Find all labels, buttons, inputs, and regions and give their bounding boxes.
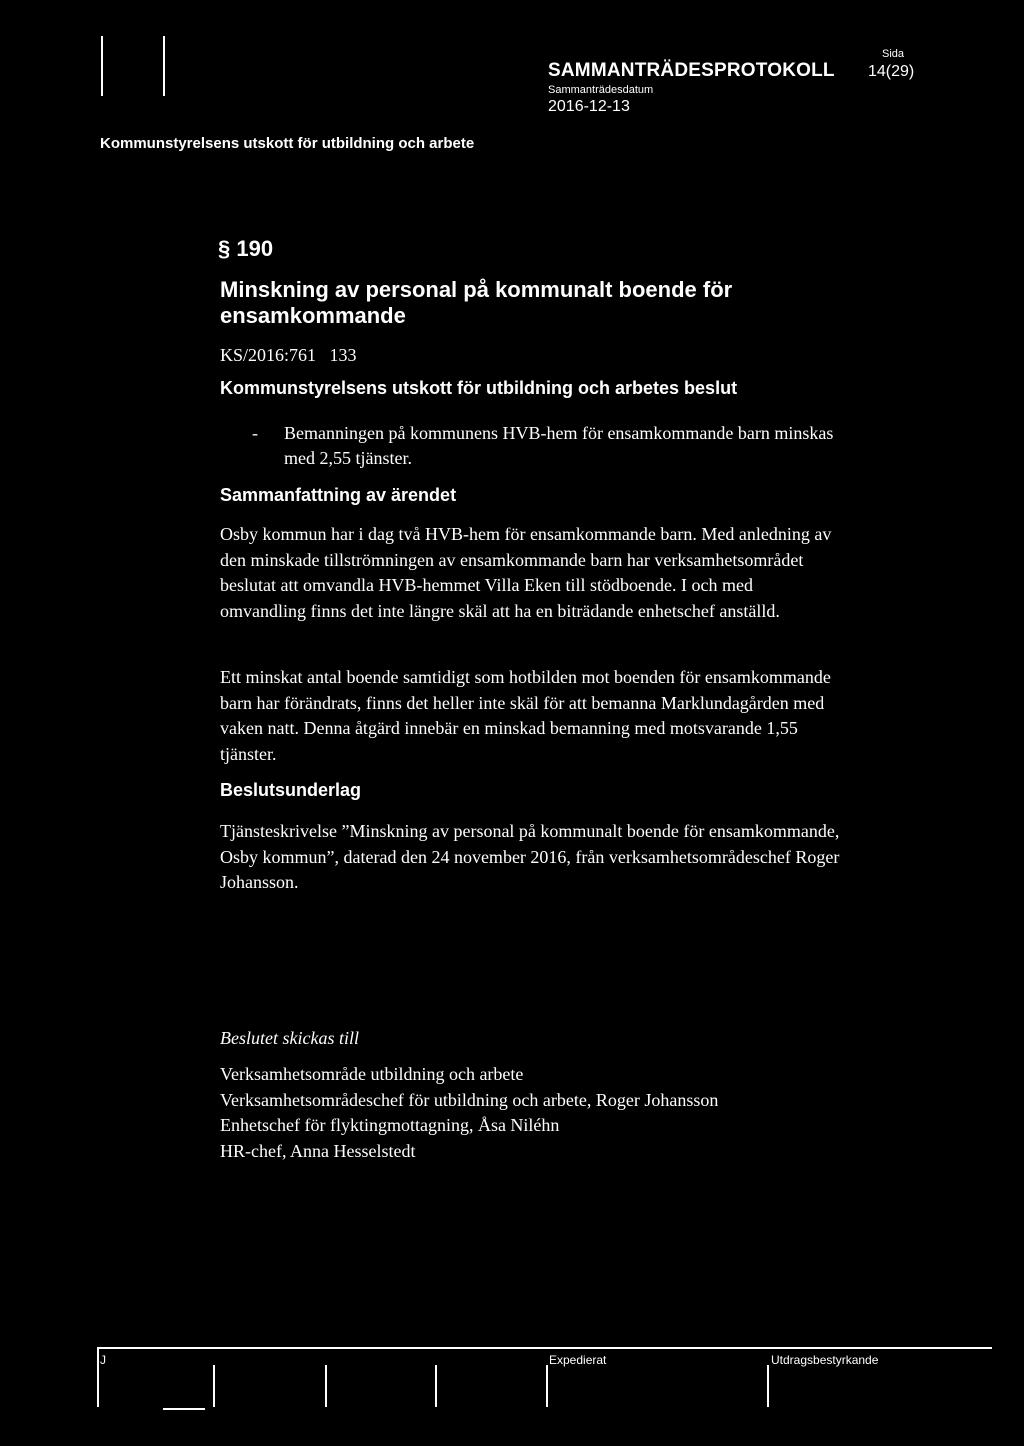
footer-divider-1 [213, 1365, 215, 1407]
item-title: Minskning av personal på kommunalt boende för ensamkommande [220, 277, 733, 328]
footer-divider-5 [767, 1365, 769, 1407]
page-label: Sida [882, 48, 905, 60]
footer-divider-3 [435, 1365, 437, 1407]
basis-text: Tjänsteskrivelse ”Minskning av personal på kommunalt boende för ensamkommande, Osby kommun”, daterad den 24 november 2016, från verksamhetsområdeschef Roger Johansson. [220, 821, 840, 892]
decision-heading: Kommunstyrelsens utskott för utbildning och arbetes beslut [220, 378, 738, 398]
decision-item [252, 421, 852, 471]
decision-list [252, 421, 852, 471]
recipient-item: Enhetschef för flyktingmottagning, Åsa Niléhn [220, 1115, 560, 1135]
page-number: 14(29) [868, 63, 915, 80]
footer-signature-line [163, 1408, 205, 1410]
summary-paragraph-1: Osby kommun har i dag två HVB-hem för ensamkommande barn. Med anledning av den minskade tillströmningen av ensamkommande barn har verksamhetsområdet beslutat att omvandla HVB-hemmet Villa Eken till stödboende. I och med omvandling finns det inte längre skäl att ha en biträdande enhetschef anställd. [220, 524, 832, 621]
header-mark-left [101, 36, 103, 96]
case-reference: KS/2016:761 133 [220, 345, 357, 365]
footer-initials-label: J [100, 1353, 106, 1367]
footer-divider-2 [325, 1365, 327, 1407]
recipient-item: HR-chef, Anna Hesselstedt [220, 1140, 416, 1161]
summary-paragraph-2: Ett minskat antal boende samtidigt som hotbilden mot boenden för ensamkommande barn har förändrats, finns det heller inte skäl för att bemanna Marklundagården med vaken natt. Denna åtgärd innebär en minskad bemanning med motsvarande 1,55 tjänster. [220, 667, 831, 764]
paragraph-number: § 190 [218, 236, 274, 261]
document-type: SAMMANTRÄDESPROTOKOLL [548, 60, 835, 81]
header-mark-middle [163, 36, 165, 96]
meeting-date: 2016-12-13 [548, 98, 630, 115]
utdragsbestyrkande-label: Utdragsbestyrkande [771, 1353, 879, 1367]
basis-heading: Beslutsunderlag [220, 780, 362, 800]
meeting-date-label: Sammanträdesdatum [548, 84, 654, 96]
committee-name: Kommunstyrelsens utskott för utbildning och arbete [100, 135, 475, 152]
decision-item-text: Bemanningen på kommunens HVB-hem för ensamkommande barn minskas med 2,55 tjänster. [284, 423, 834, 468]
footer-divider-0 [97, 1347, 99, 1407]
footer-divider-4 [546, 1365, 548, 1407]
recipient-item: Verksamhetsområde utbildning och arbete [220, 1064, 524, 1084]
sent-to-heading: Beslutet skickas till [220, 1028, 359, 1048]
summary-heading: Sammanfattning av ärendet [220, 485, 457, 505]
recipient-list [220, 1062, 718, 1164]
expedierat-label: Expedierat [549, 1353, 607, 1367]
recipient-item: Verksamhetsområdeschef för utbildning och arbete, Roger Johansson [220, 1089, 719, 1110]
list-dash: - [252, 423, 258, 443]
footer-top-rule [97, 1347, 992, 1349]
